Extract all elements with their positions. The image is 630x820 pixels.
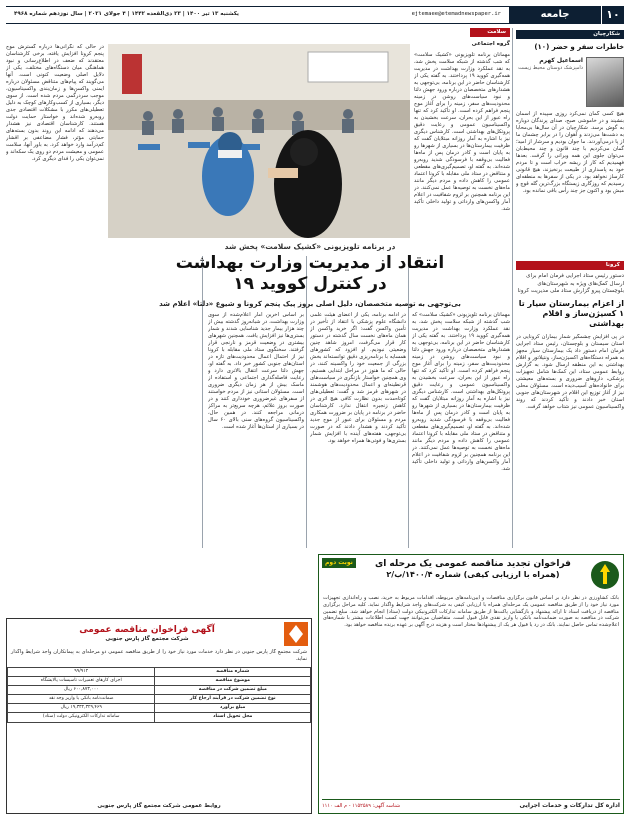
table-row bbox=[8, 685, 311, 694]
public-tender-ad bbox=[6, 618, 312, 814]
tender-footer bbox=[322, 799, 620, 810]
author-photo bbox=[586, 57, 624, 107]
vaccination-scene bbox=[108, 44, 410, 238]
column-divider bbox=[512, 28, 513, 548]
table-cell-value: اجرای کارهای تعمیرات تاسیسات پالایشگاه bbox=[8, 676, 155, 685]
public-tender-header bbox=[7, 619, 311, 649]
article-body-col-3: بر اساس آخرین آمار اعلام‌شده از سوی وزارت بهداشت، در شبانه‌روز گذشته بیش از چند هزار بیمار جدید شناسایی شدند و شمار بستری‌ها نیز افزایش یافت. همچنین شهرهای بیشتری در وضعیت قرمز و نارنجی قرار گرفتند. سخنگوی ستاد ملی مقابله با کرونا نیز از احتمال اعمال محدودیت‌های تازه در استان‌های جنوبی کشور خبر داد. به گفته او، جهش دلتا سرعت انتقال بالاتری دارد و رعایت فاصله‌گذاری اجتماعی و استفاده از ماسک بیش از هر زمان دیگری ضروری است. مسئولان استانی نیز از مردم خواستند از سفرهای غیرضروری خودداری کنند و در صورت بروز علائم، هرچه سریع‌تر به مراکز درمانی مراجعه کنند. در همین حال، واکسیناسیون گروه‌های سنی بالای ۶۰ سال در بسیاری از استان‌ها آغاز شده است. bbox=[208, 312, 304, 431]
table-cell-label: موضوع مناقصه bbox=[155, 676, 311, 685]
tender-footer-dept: اداره کل تدارکات و خدمات اجرایی bbox=[519, 801, 620, 809]
headline-line-1: انتقاد از مدیریت وزارت بهداشت bbox=[175, 253, 445, 273]
header-bar bbox=[6, 6, 509, 24]
table-row bbox=[8, 704, 311, 713]
section-tag-row bbox=[414, 28, 510, 49]
article-subhead: بی‌توجهی به توصیه متخصصان، دلیل اصلی بروز پیک پنجم کرونا و شیوع «دلتا» اعلام شد bbox=[159, 300, 461, 308]
bank-logo-icon bbox=[590, 558, 620, 592]
page-number: ۱۰ bbox=[602, 6, 624, 24]
author-block bbox=[516, 57, 624, 107]
table-cell-label: نوع تضمین شرکت در فرآیند ارجاع کار bbox=[155, 695, 311, 704]
table-cell-label: مبلغ برآورد bbox=[155, 704, 311, 713]
public-tender-footer: روابط عمومی شرکت مجتمع گاز پارس جنوبی bbox=[97, 802, 221, 809]
article-body-col-2: در ادامه برنامه، یکی از اعضای هیئت علمی دانشگاه علوم پزشکی با انتقاد از تأخیر در تأمین واکسن گفت: اگر خرید واکسن از همان ماه‌های نخست سال گذشته در دستور کار قرار می‌گرفت، امروز شاهد چنین وضعیتی نبودیم. او افزود که کشورهای همسایه با برنامه‌ریزی دقیق توانسته‌اند بخش بزرگی از جمعیت خود را واکسینه کنند، در حالی که ما هنوز در مراحل ابتدایی هستیم. وی همچنین خواستار بازنگری در سیاست‌های قرنطینه‌ای و اعمال محدودیت‌های هوشمند در شهرهای قرمز شد و گفت: تعطیلی‌های کوتاه‌مدت بدون نظارت کافی هیچ اثری در کاهش زنجیره انتقال ندارد. کارشناسان حاضر در برنامه در پایان بر ضرورت همکاری مردم و مسئولان برای عبور از موج جدید تأکید کردند و هشدار دادند که در صورت بی‌توجهی، هفته‌های آینده با افزایش شمار بستری‌ها و فوتی‌ها همراه خواهد بود. bbox=[310, 312, 406, 445]
public-tender-intro: شرکت مجتمع گاز پارس جنوبی در نظر دارد خدمات مورد نیاز خود را از طریق مناقصه عمومی دو مرحله‌ای به پیمانکاران واجد شرایط واگذار نماید. bbox=[11, 649, 307, 662]
tender-header bbox=[319, 555, 623, 595]
byline: گروه اجتماعی bbox=[471, 41, 510, 48]
news-tag: کرونا bbox=[516, 261, 624, 270]
page-header bbox=[6, 6, 624, 24]
news-title: از اعزام بیمارستان سیار تا ۱ کسیژن‌ساز و اقلام بهداشتی bbox=[518, 298, 624, 329]
table-row bbox=[8, 713, 311, 722]
news-body: در پی افزایش چشمگیر شمار بیماران کرونایی در استان سیستان و بلوچستان، رئیس ستاد اجرایی فرمان امام دستور داد یک بیمارستان سیار مجهز به همراه دستگاه‌های اکسیژن‌ساز، ونتیلاتور و اقلام بهداشتی به این منطقه ارسال شود. به گزارش روابط عمومی ستاد، این کمک‌ها شامل تجهیزات پزشکی، داروهای ضروری و بسته‌های معیشتی برای خانواده‌های آسیب‌دیده است. مسئولان محلی نیز از آغاز توزیع این اقلام در شهرستان‌های جنوبی استان خبر دادند و تأکید کردند که روند واکسیناسیون عمومی نیز شتاب خواهد گرفت. bbox=[516, 333, 624, 410]
tender-body: بانک کشاورزی در نظر دارد بر اساس قانون برگزاری مناقصات و آیین‌نامه‌های مربوطه، اقدامات مربوط به خرید، نصب و راه‌اندازی تجهیزات مورد نیاز خود را از طریق مناقصه عمومی یک مرحله‌ای همراه با ارزیابی کیفی به شرکت‌های واجد شرایط واگذار نماید. کلیه مراحل برگزاری مناقصه از دریافت اسناد تا ارائه پیشنهاد و بازگشایی پاکت‌ها از طریق سامانه تدارکات الکترونیکی دولت (ستاد) انجام خواهد شد. مبلغ تضمین شرکت در مناقصه به صورت ضمانت‌نامه بانکی یا واریز نقدی قابل قبول است. متقاضیان می‌توانند جهت کسب اطلاعات بیشتر با شماره‌های اعلام‌شده تماس حاصل نمایند. بانک در رد یا قبول هر یک از پیشنهادها مختار است و هزینه درج آگهی بر عهده برنده مناقصه خواهد بود. bbox=[323, 595, 619, 628]
table-cell-label: مبلغ تضمین شرکت در مناقصه bbox=[155, 685, 311, 694]
column-title: خاطرات سفر و حضر (۱۰) bbox=[534, 43, 624, 52]
table-row bbox=[8, 676, 311, 685]
author-role: دامپزشک دوستان محیط زیست bbox=[518, 64, 583, 71]
table-cell-value: سامانه تدارکات الکترونیکی دولت (ستاد) bbox=[8, 713, 155, 722]
article-headline bbox=[108, 253, 512, 296]
category-strip: شکارچیان bbox=[516, 30, 624, 39]
table-cell-label: محل تحویل اسناد bbox=[155, 713, 311, 722]
issue-line: یکشنبه ۱۳ تیر ۱۴۰۰ | ۲۳ ذی‌القعده ۱۴۴۲ | ۴ جولای ۲۰۲۱ | سال نوزدهم شماره ۴۹۶۸ bbox=[14, 11, 239, 18]
tender-title-1: فراخوان تجدید مناقصه عمومی یک مرحله ای bbox=[374, 559, 571, 569]
tender-title-2: (همراه با ارزیابی کیفی) شماره ۱۴۰۰/۴/ب/۲ bbox=[386, 570, 560, 580]
tender-footer-code: شناسه آگهی: ۱۱۵۲۵۸۹ - م الف ۱۱۱۰ bbox=[322, 802, 401, 809]
table-cell-value: ضمانت‌نامه بانکی یا واریز وجه نقد bbox=[8, 695, 155, 704]
headline-line-2: در کنترل کووید ۱۹ bbox=[233, 274, 387, 295]
public-tender-org: شرکت مجتمع گاز پارس جنوبی bbox=[105, 636, 189, 643]
article-body-col-4: در حالی که نگرانی‌ها درباره گسترش موج پنجم کرونا افزایش یافته، برخی کارشناسان معتقدند که ضعف در اطلاع‌رسانی و نبود هماهنگی میان دستگاه‌های مختلف، یکی از دلایل اصلی وضعیت کنونی است. آنها می‌گویند که پیام‌های متناقض مسئولان درباره ایمنی واکسن‌ها و زمان‌بندی واکسیناسیون، موجب سردرگمی مردم شده است. از سوی دیگر، بسیاری از کسب‌وکارهای کوچک به دلیل تعطیلی‌های مکرر با مشکلات اقتصادی جدی روبه‌رو شده‌اند و خواستار حمایت دولت هستند. کارشناسان اقتصادی نیز هشدار می‌دهند که ادامه این روند بدون بسته‌های حمایتی مؤثر، فشار مضاعفی بر اقشار کم‌درآمد وارد خواهد کرد. به باور آنها، سلامت عمومی و معیشت مردم دو روی یک سکه‌اند و نمی‌توان یکی را فدای دیگری کرد. bbox=[6, 44, 104, 163]
article-body-col-1: مهمانان برنامه تلویزیونی «کشیک سلامت» که شب گذشته از شبکه سلامت پخش شد، به نقد عملکرد وزارت بهداشت در مدیریت همه‌گیری کووید ۱۹ پرداختند. به گفته یکی از کارشناسان حاضر در این برنامه، بی‌توجهی به هشدارهای متخصصان درباره ورود جهش دلتا و نبود سیاست‌های روشن در زمینه محدودیت‌های سفر، زمینه را برای آغاز موج پنجم فراهم کرده است. او تأکید کرد که تنها راه عبور از این بحران، سرعت بخشیدن به واکسیناسیون عمومی و رعایت دقیق پروتکل‌های بهداشتی است. کارشناس دیگری نیز با اشاره به آمار روزانه مبتلایان گفت که ظرفیت بیمارستان‌ها در بسیاری از شهرها رو به پایان است و کادر درمان پس از ماه‌ها فعالیت بی‌وقفه با فرسودگی شدید روبه‌رو شده‌اند. به گفته او، تصمیم‌گیری‌های مقطعی و متناقض در ستاد ملی مقابله با کرونا اعتماد عمومی را کاهش داده و مردم دیگر مانند ماه‌های نخست به توصیه‌ها عمل نمی‌کنند. در این برنامه همچنین بر لزوم شفافیت در اعلام آمار واکسن‌های وارداتی و تولید داخلی تأکید شد. bbox=[412, 312, 510, 473]
right-column bbox=[516, 30, 624, 548]
public-tender-table bbox=[7, 667, 311, 723]
company-logo-icon bbox=[284, 622, 308, 646]
article-kicker: در برنامه تلویزیونی «کشیک سلامت» پخش شد bbox=[224, 242, 396, 251]
section-tab: جامعه bbox=[509, 6, 601, 24]
section-tag: سلامت bbox=[470, 28, 510, 37]
table-row bbox=[8, 695, 311, 704]
header-email[interactable]: ejtemaee@etemadnewspaper.ir bbox=[411, 11, 501, 18]
column-body: هیچ کسی گمان نمی‌کرد روزی سپیده از آسمان بنشیند و در خاموشی صبح، صدای پرندگان دوباره به گوش برسد. شکارچیان در آن سال‌ها بی‌محابا به دشت‌ها می‌زدند و آهوان را در برابر چشمان ما از پا درمی‌آوردند. ما جوان بودیم و سرشار از امید؛ گمان می‌کردیم با چند قانون و چند محیط‌بان می‌توان جلوی این همه ویرانی را گرفت. بعدها فهمیدیم که کار از ریشه خراب است و تا مردم خود به پاسداری از طبیعت برنخیزند، هیچ قانونی کارساز نخواهد بود. در یکی از سفرها به منطقه‌ای رسیدیم که روزگاری زیستگاه بزرگ‌ترین گله قوچ و میش بود و اکنون جز چند رأس باقی نمانده بود. bbox=[516, 110, 624, 195]
table-cell-value: ۱۹,۳۳۲,۳۲۹,۴۶۹ ریال bbox=[8, 704, 155, 713]
table-cell-label: شماره مناقصه bbox=[155, 667, 311, 676]
table-cell-value: ۹۹/۹۱۲ bbox=[8, 667, 155, 676]
public-tender-title: آگهی فراخوان مناقصه عمومی bbox=[79, 625, 215, 636]
table-row bbox=[8, 667, 311, 676]
author-name: اسماعیل کهرم bbox=[539, 56, 583, 64]
news-lead: دستور رئیس ستاد اجرایی فرمان امام برای ارسال کمک‌های ویژه به شهرستان‌های بلوچستان پیرو گزارش ستاد ملی مدیریت کرونا bbox=[517, 273, 624, 295]
tender-badge: نوبت دوم bbox=[322, 558, 356, 568]
table-cell-value: ۶۰۰,۸۷۳,۰۰۰ ریال bbox=[8, 685, 155, 694]
article-intro: مهمانان برنامه تلویزیونی «کشیک سلامت» که شب گذشته از شبکه سلامت پخش شد، به نقد عملکرد وزارت بهداشت در مدیریت همه‌گیری کووید ۱۹ پرداختند. به گفته یکی از کارشناسان حاضر در این برنامه، بی‌توجهی به هشدارهای متخصصان درباره ورود جهش دلتا و نبود سیاست‌های روشن در زمینه محدودیت‌های سفر، زمینه را برای آغاز موج پنجم فراهم کرده است. او تأکید کرد که تنها راه عبور از این بحران، سرعت بخشیدن به واکسیناسیون عمومی و رعایت دقیق پروتکل‌های بهداشتی است. کارشناس دیگری نیز با اشاره به آمار روزانه مبتلایان گفت که ظرفیت بیمارستان‌ها در بسیاری از شهرها رو به پایان است و کادر درمان پس از ماه‌ها فعالیت بی‌وقفه با فرسودگی شدید روبه‌رو شده‌اند. به گفته او، تصمیم‌گیری‌های مقطعی و متناقض در ستاد ملی مقابله با کرونا اعتماد عمومی را کاهش داده و مردم دیگر مانند ماه‌های نخست به توصیه‌ها عمل نمی‌کنند. در این برنامه همچنین بر لزوم شفافیت در اعلام آمار واکسن‌های وارداتی و تولید داخلی تأکید شد. bbox=[414, 52, 510, 213]
tender-ad bbox=[318, 554, 624, 814]
vaccination-photo bbox=[108, 44, 410, 238]
